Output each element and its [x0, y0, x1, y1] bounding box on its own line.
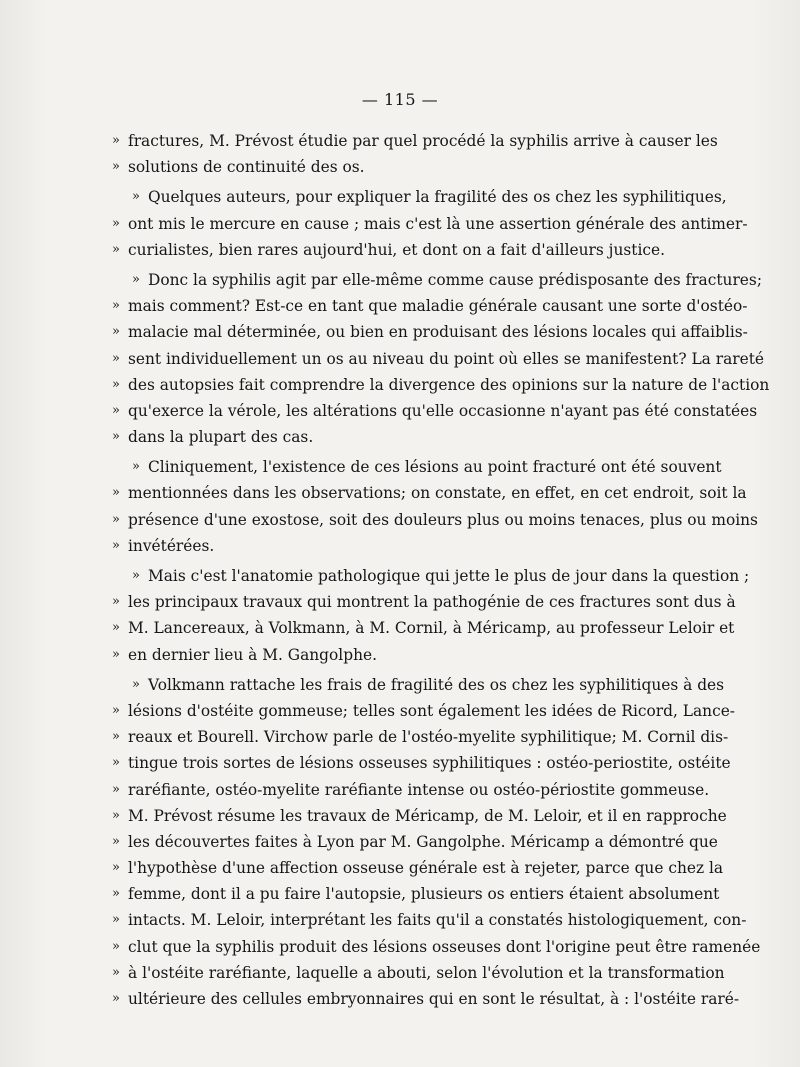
- text-line: [112, 372, 770, 398]
- line-text: curialistes, bien rares aujourd'hui, et dont on a fait d'ailleurs justice.: [128, 240, 665, 259]
- line-text: tingue trois sortes de lésions osseuses syphilitiques : ostéo-periostite, ostéite: [128, 754, 731, 773]
- quote-mark: »: [112, 402, 120, 418]
- text-line: [112, 480, 747, 506]
- quote-mark: »: [112, 991, 120, 1006]
- line-text: ont mis le mercure en cause ; mais c'est là une assertion générale des antimer-: [128, 214, 748, 233]
- quote-mark: »: [112, 241, 120, 257]
- text-line: [112, 211, 748, 237]
- quote-mark: »: [112, 807, 120, 823]
- quote-mark: »: [112, 133, 120, 148]
- quote-mark: »: [112, 702, 120, 718]
- quote-mark: »: [112, 429, 120, 445]
- quote-mark: »: [112, 729, 120, 745]
- text-line: [112, 533, 690, 559]
- line-text: les découvertes faites à Lyon par M. Gangolphe. Méricamp a démontré que: [128, 832, 718, 851]
- line-text: M. Prévost résume les travaux de Méricamp, de M. Leloir, et il en rapproche: [128, 806, 727, 825]
- line-text: en dernier lieu à M. Gangolphe.: [128, 645, 377, 664]
- text-line: [112, 698, 736, 724]
- line-text: mentionnées dans les observations; on constate, en effet, en cet endroit, soit la: [128, 484, 747, 503]
- text-line: [112, 184, 727, 210]
- text-line: [112, 589, 736, 615]
- text-line: [112, 293, 748, 319]
- line-text: sent individuellement un os au niveau du point où elles se manifestent? La rareté: [128, 349, 765, 368]
- line-text: Cliniquement, l'existence de ces lésions au point fracturé ont été souvent: [148, 458, 722, 477]
- text-line: [112, 934, 761, 960]
- text-line: [112, 319, 748, 345]
- page-number: — 115 —: [361, 90, 439, 109]
- quote-mark: »: [112, 646, 120, 662]
- text-line: [112, 803, 727, 829]
- quote-mark: »: [112, 886, 120, 902]
- text-line: [112, 154, 690, 180]
- line-text: présence d'une exostose, soit des douleurs plus ou moins tenaces, plus ou moins: [128, 510, 758, 529]
- text-line: [112, 346, 765, 372]
- line-text: Donc la syphilis agit par elle-même comme cause prédisposante des fractures;: [148, 270, 763, 289]
- quote-mark: »: [132, 189, 140, 205]
- text-line: [112, 424, 690, 450]
- quote-mark: »: [112, 781, 120, 797]
- quote-mark: »: [132, 568, 140, 583]
- text-line: [112, 829, 718, 855]
- line-text: mais comment? Est-ce en tant que maladie générale causant une sorte d'ostéo-: [128, 297, 748, 316]
- line-text: invétérées.: [128, 536, 215, 555]
- line-text: dans la plupart des cas.: [128, 428, 314, 447]
- text-line: [112, 881, 720, 907]
- line-text: à l'ostéite raréfiante, laquelle a abouti, selon l'évolution et la transformation: [128, 963, 725, 982]
- line-text: reaux et Bourell. Virchow parle de l'ostéo-myelite syphilitique; M. Cornil dis-: [128, 728, 729, 747]
- line-text: raréfiante, ostéo-myelite raréfiante intense ou ostéo-périostite gommeuse.: [128, 780, 710, 799]
- quote-mark: »: [132, 271, 140, 287]
- quote-mark: »: [112, 860, 120, 876]
- line-text: fractures, M. Prévost étudie par quel procédé la syphilis arrive à causer les: [128, 132, 718, 150]
- line-text: lésions d'ostéite gommeuse; telles sont également les idées de Ricord, Lance-: [128, 701, 736, 720]
- quote-mark: »: [112, 511, 120, 527]
- text-line: [112, 750, 731, 776]
- quote-mark: »: [112, 964, 120, 980]
- quote-mark: »: [112, 350, 120, 366]
- text-line: [112, 615, 735, 641]
- text-line: [112, 267, 763, 293]
- quote-mark: »: [112, 537, 120, 553]
- text-line: [112, 855, 724, 881]
- text-line: [112, 724, 729, 750]
- quote-mark: »: [112, 912, 120, 928]
- text-line: [112, 563, 750, 589]
- text-line: [112, 454, 722, 480]
- quote-mark: »: [132, 676, 140, 692]
- text-line: [112, 642, 690, 668]
- text-body: [112, 128, 770, 1012]
- text-line: [112, 907, 747, 933]
- line-text: des autopsies fait comprendre la divergence des opinions sur la nature de l'action: [128, 375, 770, 394]
- quote-mark: »: [112, 298, 120, 314]
- quote-mark: »: [132, 459, 140, 475]
- quote-mark: »: [112, 755, 120, 771]
- quote-mark: »: [112, 324, 120, 340]
- line-text: Quelques auteurs, pour expliquer la fragilité des os chez les syphilitiques,: [148, 188, 727, 207]
- quote-mark: »: [112, 215, 120, 231]
- line-text: les principaux travaux qui montrent la pathogénie de ces fractures sont dus à: [128, 593, 736, 612]
- quote-mark: »: [112, 485, 120, 501]
- text-line: [112, 960, 725, 986]
- line-text: l'hypothèse d'une affection osseuse générale est à rejeter, parce que chez la: [128, 859, 724, 878]
- text-line: [112, 398, 758, 424]
- line-text: qu'exerce la vérole, les altérations qu'elle occasionne n'ayant pas été constatées: [128, 401, 758, 420]
- line-text: ultérieure des cellules embryonnaires qui en sont le résultat, à : l'ostéite raré-: [128, 990, 740, 1008]
- line-text: femme, dont il a pu faire l'autopsie, plusieurs os entiers étaient absolument: [128, 885, 720, 904]
- quote-mark: »: [112, 594, 120, 610]
- quote-mark: »: [112, 159, 120, 175]
- quote-mark: »: [112, 620, 120, 636]
- line-text: Volkmann rattache les frais de fragilité des os chez les syphilitiques à des: [148, 675, 725, 694]
- line-text: solutions de continuité des os.: [128, 158, 365, 177]
- text-line: [112, 507, 758, 533]
- line-text: intacts. M. Leloir, interprétant les faits qu'il a constatés histologiquement, con-: [128, 911, 747, 930]
- line-text: clut que la syphilis produit des lésions osseuses dont l'origine peut être ramenée: [128, 937, 761, 956]
- quote-mark: »: [112, 833, 120, 849]
- quote-mark: »: [112, 376, 120, 392]
- text-line: [112, 237, 690, 263]
- text-line: [112, 986, 740, 1012]
- text-line: [112, 128, 718, 154]
- line-text: malacie mal déterminée, ou bien en produisant des lésions locales qui affaiblis-: [128, 323, 748, 342]
- text-line: [112, 672, 725, 698]
- line-text: Mais c'est l'anatomie pathologique qui jette le plus de jour dans la question ;: [148, 567, 750, 585]
- quote-mark: »: [112, 938, 120, 954]
- text-line: [112, 777, 710, 803]
- line-text: M. Lancereaux, à Volkmann, à M. Cornil, à Méricamp, au professeur Leloir et: [128, 619, 735, 638]
